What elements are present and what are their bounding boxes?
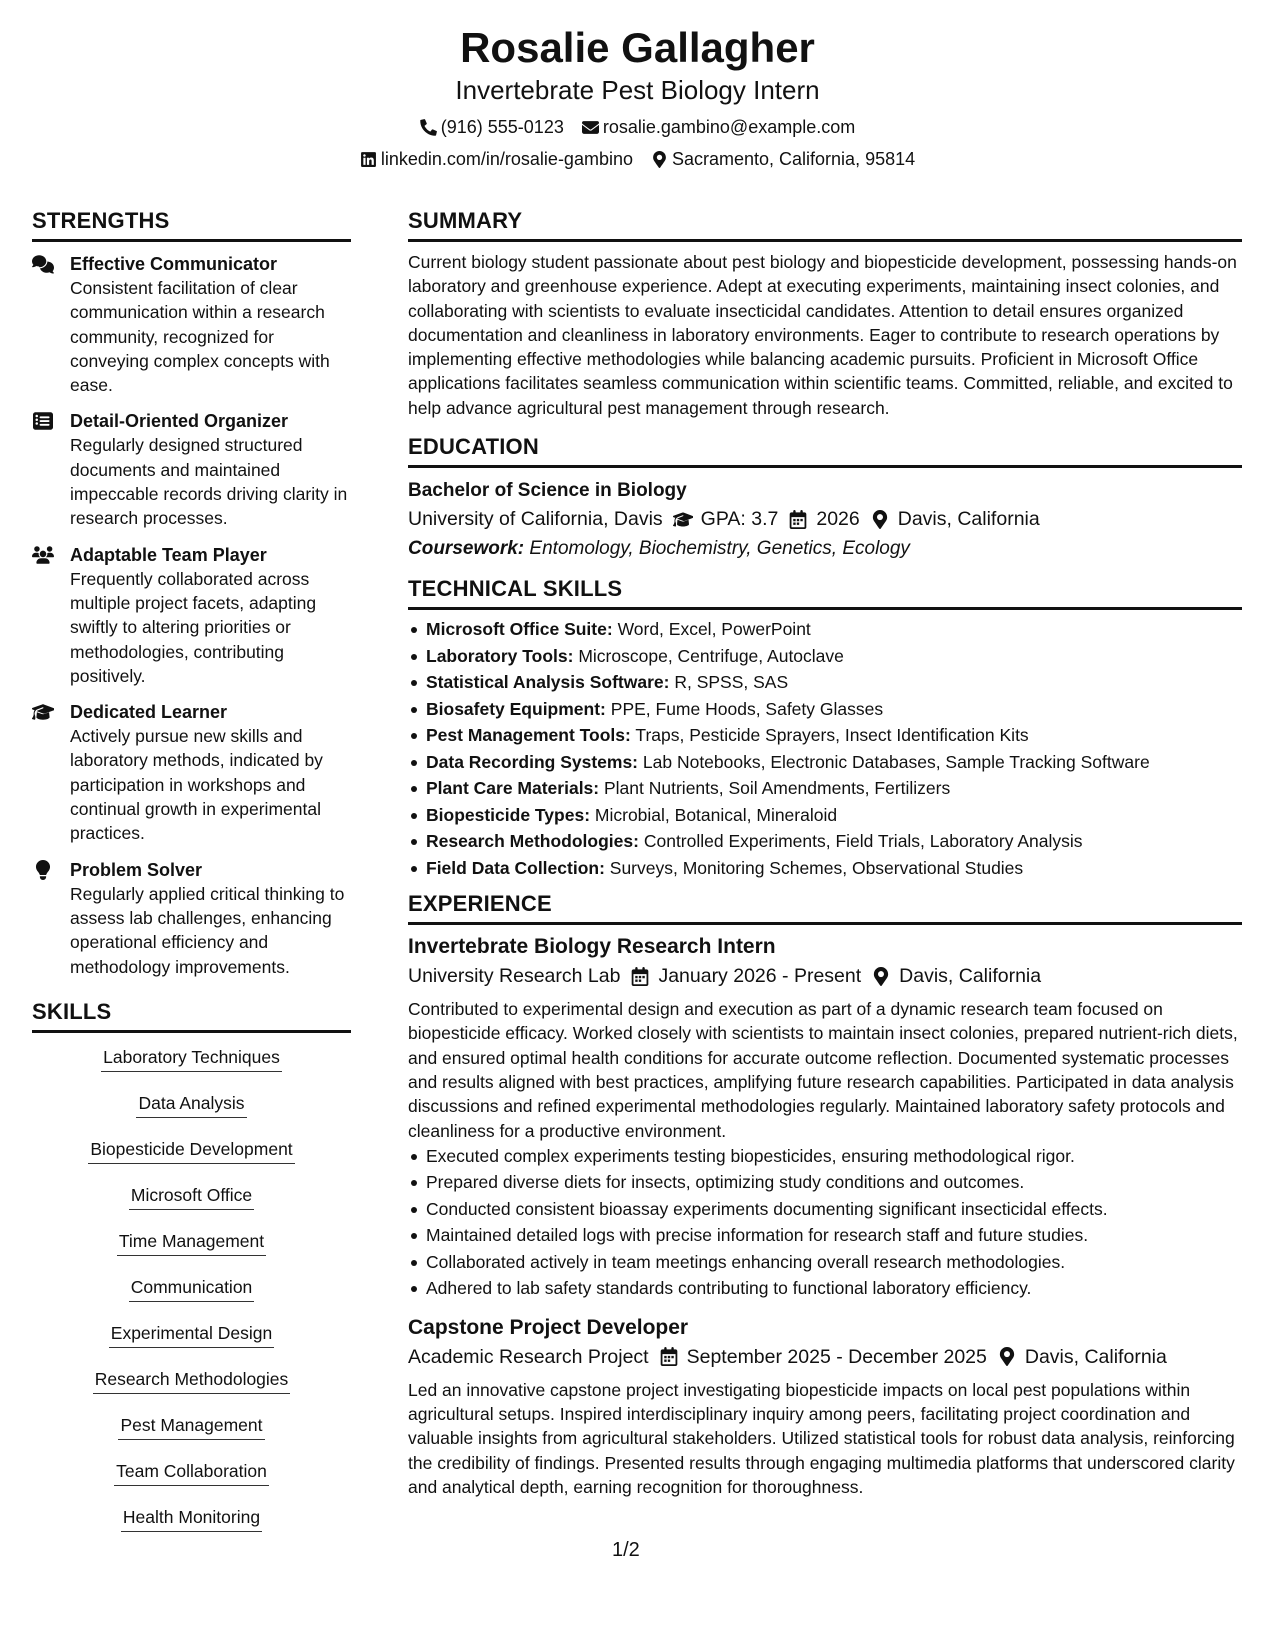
list-item (408, 775, 1242, 802)
list-item: Collaborated actively in team meetings enhancing overall research methodologies. (408, 1249, 1242, 1276)
skills-list (32, 1045, 351, 1551)
list-item: Prepared diverse diets for insects, optimizing study conditions and outcomes. (408, 1169, 1242, 1196)
list-item (408, 669, 1242, 696)
map-pin-icon (870, 510, 890, 529)
skill-label: Laboratory Tools: (426, 645, 574, 666)
calendar-icon (630, 967, 650, 986)
skill-tag: Experimental Design (109, 1321, 274, 1348)
year-text: 2026 (816, 508, 860, 531)
strength-item (32, 543, 351, 688)
skill-value: Controlled Experiments, Field Trials, Laboratory Analysis (643, 831, 1083, 852)
job-meta (408, 961, 1242, 991)
candidate-role: Invertebrate Pest Biology Intern (455, 75, 820, 105)
map-pin-icon (997, 1347, 1017, 1366)
list-item: Maintained detailed logs with precise information for research staff and future studies. (408, 1222, 1242, 1249)
job-entry (408, 933, 1242, 1302)
list-item (408, 802, 1242, 829)
list-item (408, 696, 1242, 723)
coursework-list: Entomology, Biochemistry, Genetics, Ecology (529, 538, 910, 560)
job-dates (659, 1342, 987, 1372)
resume-header (0, 22, 1275, 170)
job-description: Led an innovative capstone project investigating biopesticide impacts on local pest populations within agricultural setups. Inspired interdisciplinary inquiry among peers, facilitating project coordination and valuable insights from agricultural stakeholders. Utilized statistical tools for robust data analysis, reinforcing the credibility of findings. Presented results through engaging multimedia platforms that underscored clarity and analytical depth, earning recognition for thoroughness. (408, 1379, 1235, 1498)
experience-heading: EXPERIENCE (408, 891, 1242, 925)
technical-skills-heading: TECHNICAL SKILLS (408, 576, 1242, 610)
email-text[interactable]: rosalie.gambino@example.com (602, 117, 856, 137)
education-gpa (673, 504, 779, 534)
location-text: Davis, California (899, 965, 1042, 988)
strength-title: Effective Communicator (70, 254, 278, 274)
list-item: Conducted consistent bioassay experiments documenting significant insecticidal effects. (408, 1196, 1242, 1223)
phone-contact (420, 116, 564, 138)
linkedin-text[interactable]: linkedin.com/in/rosalie-gambino (380, 149, 633, 169)
calendar-icon (659, 1347, 679, 1366)
job-org: Academic Research Project (408, 1345, 649, 1368)
email-contact[interactable] (582, 116, 855, 138)
phone-text: (916) 555-0123 (440, 117, 564, 137)
skill-value: Lab Notebooks, Electronic Databases, Sample Tracking Software (642, 751, 1150, 772)
job-dates (630, 961, 861, 991)
skill-value: Microbial, Botanical, Mineraloid (594, 804, 838, 825)
job-entry (408, 1314, 1242, 1499)
strength-item (32, 858, 351, 979)
strengths-heading: STRENGTHS (32, 208, 351, 242)
location-contact (651, 148, 915, 170)
coursework-label: Coursework: (408, 538, 525, 560)
job-bullets (408, 1143, 1242, 1302)
gpa-text: GPA: 3.7 (700, 508, 779, 531)
skill-value: R, SPSS, SAS (674, 672, 789, 693)
location-text: Sacramento, California, 95814 (671, 149, 916, 169)
strength-desc: Regularly applied critical thinking to assess lab challenges, enhancing operational efficiency and methodology improvements. (70, 883, 345, 977)
education-heading: EDUCATION (408, 434, 1242, 468)
strength-title: Dedicated Learner (70, 702, 228, 723)
graduation-cap-icon (673, 510, 693, 529)
skill-value: Traps, Pesticide Sprayers, Insect Identification Kits (635, 725, 1029, 746)
dates-text: January 2026 - Present (658, 965, 862, 988)
skill-value: Surveys, Monitoring Schemes, Observational Studies (609, 857, 1024, 878)
skill-value: PPE, Fume Hoods, Safety Glasses (610, 698, 884, 719)
skill-label: Research Methodologies: (426, 831, 639, 852)
skill-label: Plant Care Materials: (426, 778, 600, 799)
education-location (870, 504, 1040, 534)
job-location (997, 1342, 1167, 1372)
list-icon (32, 409, 58, 530)
contact-row-2 (0, 148, 1275, 170)
page-number: 1/2 (612, 1539, 640, 1561)
strength-desc: Consistent facilitation of clear communication within a research community, recognized for conveying complex concepts with ease. (70, 278, 330, 396)
candidate-name: Rosalie Gallagher (460, 24, 815, 71)
left-column (32, 208, 351, 1551)
skill-label: Biosafety Equipment: (426, 698, 606, 719)
location-text: Davis, California (1024, 1345, 1167, 1368)
skill-tag: Time Management (117, 1229, 266, 1256)
education-degree: Bachelor of Science in Biology (408, 480, 687, 502)
map-pin-icon (651, 151, 668, 168)
education-coursework (408, 534, 1242, 564)
graduation-cap-icon (32, 700, 58, 845)
skills-heading: SKILLS (32, 999, 351, 1033)
skill-tag: Data Analysis (136, 1091, 246, 1118)
education-year (788, 504, 859, 534)
skill-label: Statistical Analysis Software: (426, 672, 670, 693)
strength-desc: Frequently collaborated across multiple project facets, adapting swiftly to altering priorities or methodologies, contributing positively. (70, 568, 317, 686)
skill-tag: Research Methodologies (93, 1367, 291, 1394)
users-icon (32, 543, 58, 688)
education-school: University of California, Davis (408, 508, 663, 531)
envelope-icon (582, 119, 599, 136)
skill-tag: Health Monitoring (121, 1505, 262, 1532)
skill-label: Biopesticide Types: (426, 804, 591, 825)
skill-label: Microsoft Office Suite: (426, 619, 613, 640)
calendar-icon (788, 510, 808, 529)
skill-tag: Communication (129, 1275, 255, 1302)
list-item (408, 749, 1242, 776)
summary-heading: SUMMARY (408, 208, 1242, 242)
skill-tag: Team Collaboration (114, 1459, 269, 1486)
job-title: Invertebrate Biology Research Intern (408, 935, 776, 959)
phone-icon (420, 119, 437, 136)
dates-text: September 2025 - December 2025 (686, 1345, 987, 1368)
list-item: Executed complex experiments testing biopesticides, ensuring methodological rigor. (408, 1143, 1242, 1170)
map-pin-icon (871, 967, 891, 986)
job-org: University Research Lab (408, 965, 621, 988)
list-item: Adhered to lab safety standards contributing to functional laboratory efficiency. (408, 1275, 1242, 1302)
strength-item (32, 409, 351, 530)
comments-icon (32, 252, 58, 397)
technical-skills-list (408, 616, 1242, 881)
strength-title: Problem Solver (70, 859, 203, 880)
strengths-list (32, 252, 351, 979)
skill-tag: Biopesticide Development (88, 1137, 294, 1164)
location-text: Davis, California (897, 508, 1040, 531)
strength-item (32, 252, 351, 397)
job-meta (408, 1342, 1242, 1372)
skill-tag: Microsoft Office (129, 1183, 254, 1210)
linkedin-contact[interactable] (360, 148, 633, 170)
education-meta (408, 504, 1242, 534)
lightbulb-icon (32, 858, 58, 979)
skill-label: Field Data Collection: (426, 857, 605, 878)
strength-desc: Regularly designed structured documents and maintained impeccable records driving clarity in research processes. (70, 435, 348, 529)
list-item (408, 828, 1242, 855)
list-item (408, 616, 1242, 643)
linkedin-icon (360, 151, 377, 168)
summary-text: Current biology student passionate about pest biology and biopesticide development, possessing hands-on laboratory and greenhouse experience. Adept at executing experiments, maintaining insect colonies, and collaborating with scientists to evaluate insecticidal candidates. Attention to detail ensures organized documentation and cleanliness in laboratory environments. Eager to contribute to research operations by implementing effective methodologies while balancing academic pursuits. Proficient in Microsoft Office applications facilitates seamless communication within scientific teams. Committed, reliable, and excited to help advance agricultural pest management through research. (408, 252, 1237, 418)
job-description: Contributed to experimental design and execution as part of a dynamic research team focused on biopesticide efficacy. Worked closely with scientists to maintain insect colonies, prepared nutrient-rich diets, and ensured optimal health conditions for accurate outcome reflection. Documented systematic processes and results aligned with best practices, amplifying future research capabilities. Participated in data analysis discussions and refined experimental methodologies regularly. Maintained laboratory safety protocols and cleanliness for a productive environment. (408, 999, 1238, 1141)
strength-desc: Actively pursue new skills and laboratory methods, indicated by participation in workshops and continual growth in experimental practices. (70, 726, 323, 844)
strength-title: Adaptable Team Player (70, 544, 267, 565)
job-title: Capstone Project Developer (408, 1315, 689, 1339)
list-item (408, 643, 1242, 670)
skill-tag: Pest Management (118, 1413, 264, 1440)
list-item (408, 855, 1242, 882)
list-item (408, 722, 1242, 749)
strength-title: Detail-Oriented Organizer (70, 411, 289, 432)
skill-value: Microscope, Centrifuge, Autoclave (578, 645, 844, 666)
skill-label: Data Recording Systems: (426, 751, 639, 772)
skill-value: Plant Nutrients, Soil Amendments, Fertilizers (604, 778, 951, 799)
skill-value: Word, Excel, PowerPoint (617, 619, 811, 640)
strength-item (32, 700, 351, 845)
skill-label: Pest Management Tools: (426, 725, 631, 746)
right-column (408, 208, 1242, 1499)
contact-row-1 (0, 116, 1275, 138)
skill-tag: Laboratory Techniques (101, 1045, 282, 1072)
job-location (871, 961, 1041, 991)
